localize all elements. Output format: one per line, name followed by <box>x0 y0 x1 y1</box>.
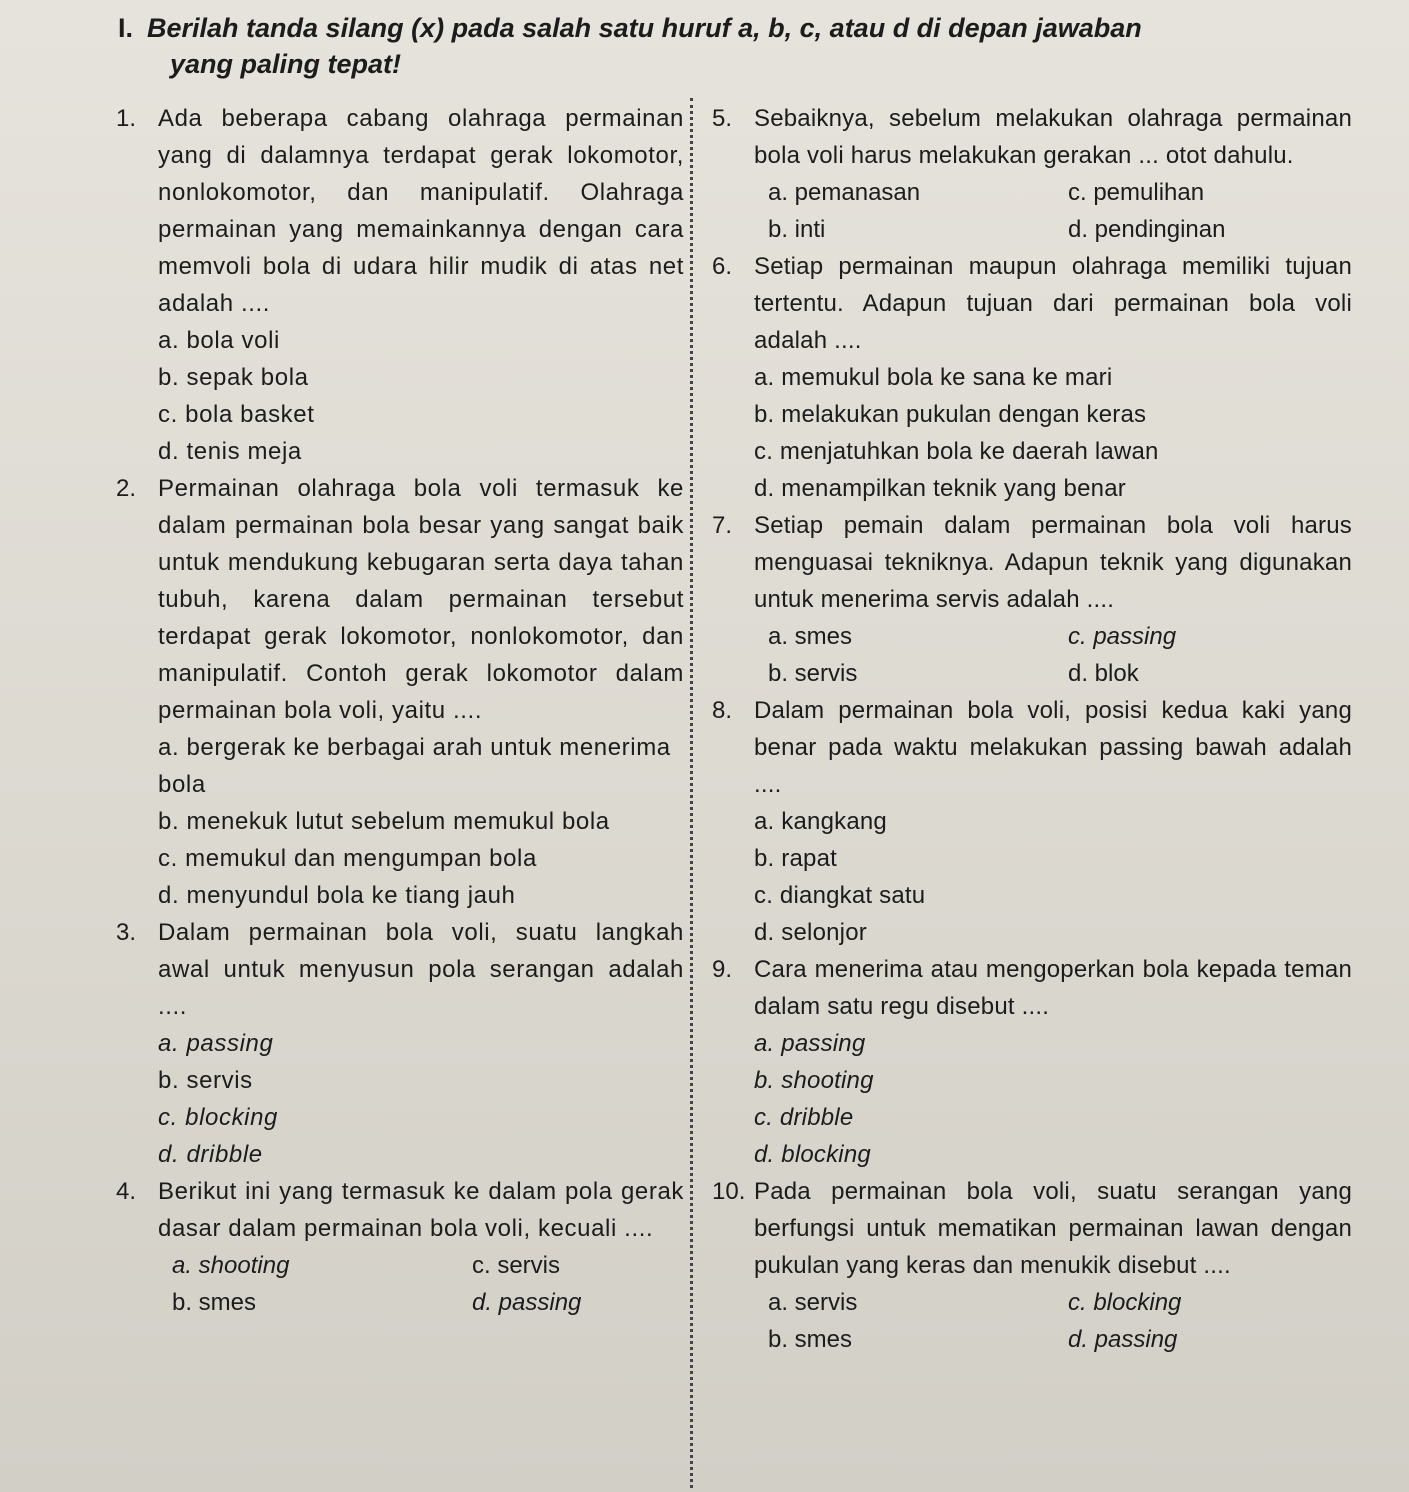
option-c[interactable]: c. blocking <box>1068 1289 1182 1316</box>
option-a[interactable]: a. passing <box>754 1030 866 1057</box>
option-b[interactable]: b. sepak bola <box>158 364 309 391</box>
question-text: Sebaiknya, sebelum melakukan olahraga permainan bola voli harus melakukan gerakan ... otot dahulu. <box>754 105 1352 169</box>
section-number: I. <box>118 13 134 43</box>
option-b[interactable]: b. servis <box>768 660 858 687</box>
option-d[interactable]: d. dribble <box>158 1141 263 1168</box>
question-7 <box>712 507 1352 692</box>
instruction-line-1: Berilah tanda silang (x) pada salah satu huruf a, b, c, atau d di depan jawaban <box>147 13 1142 43</box>
question-number: 2. <box>116 475 137 502</box>
option-c[interactable]: c. memukul dan mengumpan bola <box>158 845 537 872</box>
question-text: Berikut ini yang termasuk ke dalam pola gerak dasar dalam permainan bola voli, kecuali .... <box>158 1178 684 1242</box>
option-a[interactable]: a. pemanasan <box>768 179 921 206</box>
question-number: 4. <box>116 1178 137 1205</box>
question-1 <box>116 100 684 470</box>
option-b[interactable]: b. servis <box>158 1067 253 1094</box>
option-c[interactable]: c. passing <box>1068 623 1177 650</box>
option-a[interactable]: a. passing <box>158 1030 274 1057</box>
question-2 <box>116 470 684 914</box>
option-b[interactable]: b. melakukan pukulan dengan keras <box>754 401 1147 428</box>
option-c[interactable]: c. bola basket <box>158 401 315 428</box>
option-c[interactable]: c. menjatuhkan bola ke daerah lawan <box>754 438 1159 465</box>
question-text: Cara menerima atau mengoperkan bola kepada teman dalam satu regu disebut .... <box>754 956 1352 1020</box>
option-a[interactable]: a. bergerak ke berbagai arah untuk menerima bola <box>158 734 671 798</box>
option-c[interactable]: c. diangkat satu <box>754 882 926 909</box>
question-number: 5. <box>712 105 733 132</box>
question-6 <box>712 248 1352 507</box>
option-d[interactable]: d. blok <box>1068 660 1139 687</box>
question-text: Setiap permainan maupun olahraga memiliki tujuan tertentu. Adapun tujuan dari permainan bola voli adalah .... <box>754 253 1352 354</box>
question-number: 7. <box>712 512 733 539</box>
option-b[interactable]: b. rapat <box>754 845 837 872</box>
question-number: 3. <box>116 919 137 946</box>
option-d[interactable]: d. pendinginan <box>1068 216 1226 243</box>
option-d[interactable]: d. tenis meja <box>158 438 302 465</box>
option-a[interactable]: a. servis <box>768 1289 858 1316</box>
option-a[interactable]: a. kangkang <box>754 808 887 835</box>
question-5 <box>712 100 1352 248</box>
option-d[interactable]: d. passing <box>472 1289 582 1316</box>
right-column <box>712 100 1352 1358</box>
question-number: 10. <box>712 1178 746 1205</box>
option-d[interactable]: d. menampilkan teknik yang benar <box>754 475 1126 502</box>
option-d[interactable]: d. passing <box>1068 1326 1178 1353</box>
question-number: 1. <box>116 105 137 132</box>
option-d[interactable]: d. menyundul bola ke tiang jauh <box>158 882 516 909</box>
question-10 <box>712 1173 1352 1358</box>
option-c[interactable]: c. dribble <box>754 1104 854 1131</box>
question-text: Setiap pemain dalam permainan bola voli harus menguasai tekniknya. Adapun teknik yang digunakan untuk menerima servis adalah .... <box>754 512 1352 613</box>
question-4 <box>116 1173 684 1321</box>
question-number: 6. <box>712 253 733 280</box>
question-text: Ada beberapa cabang olahraga permainan yang di dalamnya terdapat gerak lokomotor, nonlokomotor, dan manipulatif. Olahraga permainan yang memainkannya dengan cara memvoli bola di udara hilir mudik di atas net adalah .... <box>158 105 684 317</box>
option-b[interactable]: b. smes <box>172 1289 257 1316</box>
left-column <box>116 100 684 1321</box>
option-c[interactable]: c. pemulihan <box>1068 179 1205 206</box>
question-8 <box>712 692 1352 951</box>
question-text: Permainan olahraga bola voli termasuk ke dalam permainan bola besar yang sangat baik untuk mendukung kebugaran serta daya tahan tubuh, karena dalam permainan tersebut terdapat gerak lokomotor, nonlokomotor, dan manipulatif. Contoh gerak lokomotor dalam permainan bola voli, yaitu .... <box>158 475 684 724</box>
question-text: Dalam permainan bola voli, posisi kedua kaki yang benar pada waktu melakukan passing bawah adalah .... <box>754 697 1352 798</box>
option-a[interactable]: a. smes <box>768 623 853 650</box>
option-c[interactable]: c. blocking <box>158 1104 278 1131</box>
question-text: Dalam permainan bola voli, suatu langkah awal untuk menyusun pola serangan adalah .... <box>158 919 684 1020</box>
question-9 <box>712 951 1352 1173</box>
option-b[interactable]: b. menekuk lutut sebelum memukul bola <box>158 808 610 835</box>
option-d[interactable]: d. selonjor <box>754 919 867 946</box>
column-divider <box>690 98 693 1488</box>
question-number: 9. <box>712 956 733 983</box>
instruction-line-2: yang paling tepat! <box>170 49 402 79</box>
option-b[interactable]: b. shooting <box>754 1067 874 1094</box>
option-a[interactable]: a. shooting <box>172 1252 290 1279</box>
question-number: 8. <box>712 697 733 724</box>
question-3 <box>116 914 684 1173</box>
option-d[interactable]: d. blocking <box>754 1141 871 1168</box>
question-text: Pada permainan bola voli, suatu serangan yang berfungsi untuk mematikan permainan lawan dengan pukulan yang keras dan menukik disebut .... <box>754 1178 1352 1279</box>
option-b[interactable]: b. inti <box>768 216 826 243</box>
option-a[interactable]: a. bola voli <box>158 327 280 354</box>
option-b[interactable]: b. smes <box>768 1326 853 1353</box>
option-a[interactable]: a. memukul bola ke sana ke mari <box>754 364 1113 391</box>
instruction <box>118 10 1408 82</box>
option-c[interactable]: c. servis <box>472 1252 561 1279</box>
